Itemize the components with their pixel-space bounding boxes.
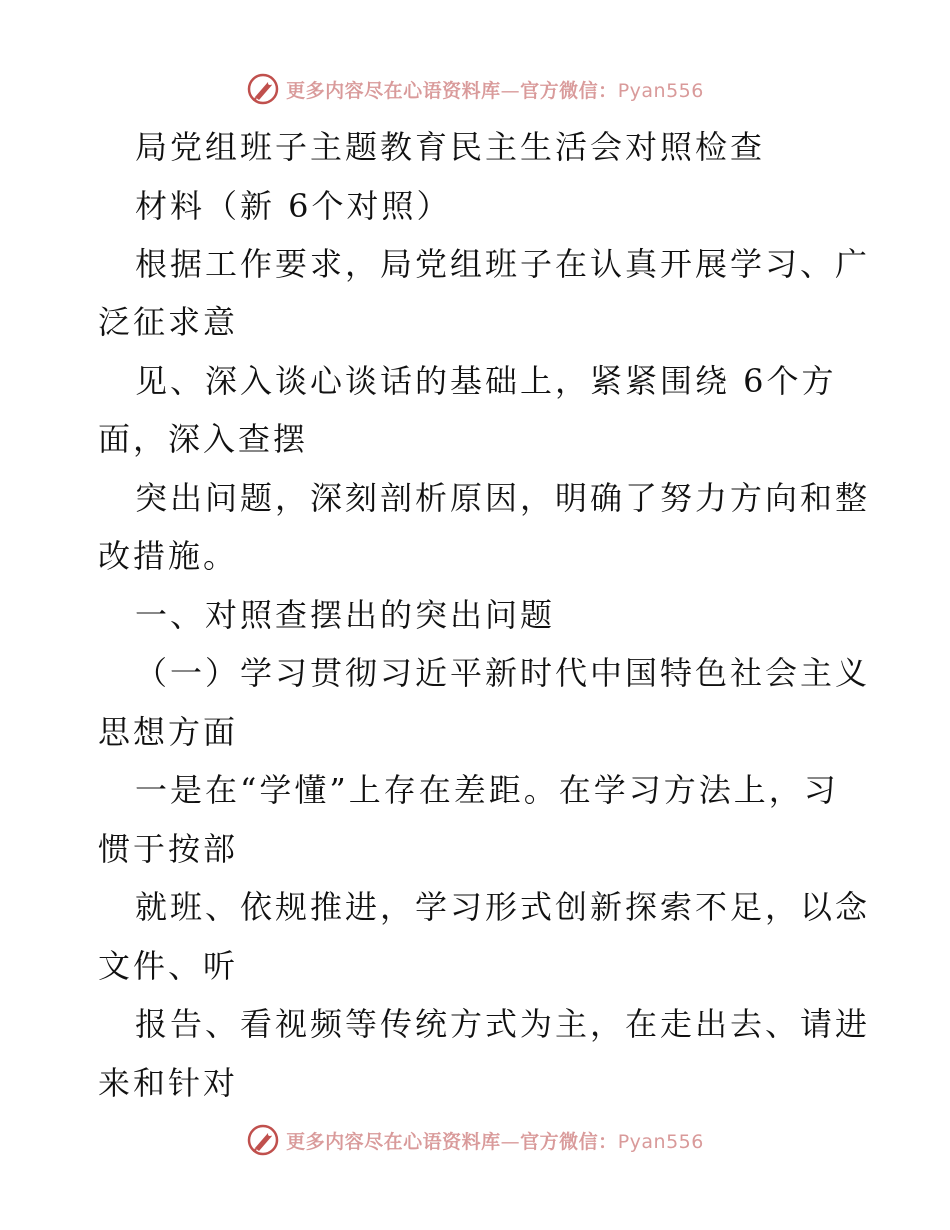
watermark-text: 更多内容尽在心语资料库—官方微信：Pyan556 xyxy=(286,1130,704,1153)
section-heading: 一、对照查摆出的突出问题 xyxy=(135,596,556,634)
paragraph-line: 文件、听 xyxy=(98,947,239,985)
subsection-heading-line-1: （一）学习贯彻习近平新时代中国特色社会主义 xyxy=(135,654,871,692)
subsection-heading-line-2: 思想方面 xyxy=(98,713,239,751)
paragraph-line: 突出问题，深刻剖析原因，明确了努力方向和整 xyxy=(135,479,871,517)
paragraph-line: 就班、依规推进，学习形式创新探索不足，以念 xyxy=(135,888,871,926)
pen-logo-icon xyxy=(246,72,280,106)
paragraph-line: 报告、看视频等传统方式为主，在走出去、请进 xyxy=(135,1005,871,1043)
paragraph-line: 来和针对 xyxy=(98,1064,239,1102)
paragraph-line: 一是在“学懂”上存在差距。在学习方法上，习 xyxy=(135,771,839,809)
document-title-line-1: 局党组班子主题教育民主生活会对照检查 xyxy=(135,128,766,166)
footer-watermark xyxy=(0,1123,950,1157)
paragraph-line: 改措施。 xyxy=(98,537,239,575)
pen-logo-icon xyxy=(246,1123,280,1157)
paragraph-line: 根据工作要求，局党组班子在认真开展学习、广 xyxy=(135,245,871,283)
paragraph-line: 惯于按部 xyxy=(98,830,239,868)
document-title-line-2: 材料（新 6个对照） xyxy=(135,187,452,225)
header-watermark xyxy=(0,72,950,106)
paragraph-line: 见、深入谈心谈话的基础上，紧紧围绕 6个方 xyxy=(135,362,837,400)
watermark-text: 更多内容尽在心语资料库—官方微信：Pyan556 xyxy=(286,79,704,102)
paragraph-line: 面，深入查摆 xyxy=(98,420,309,458)
paragraph-line: 泛征求意 xyxy=(98,303,239,341)
